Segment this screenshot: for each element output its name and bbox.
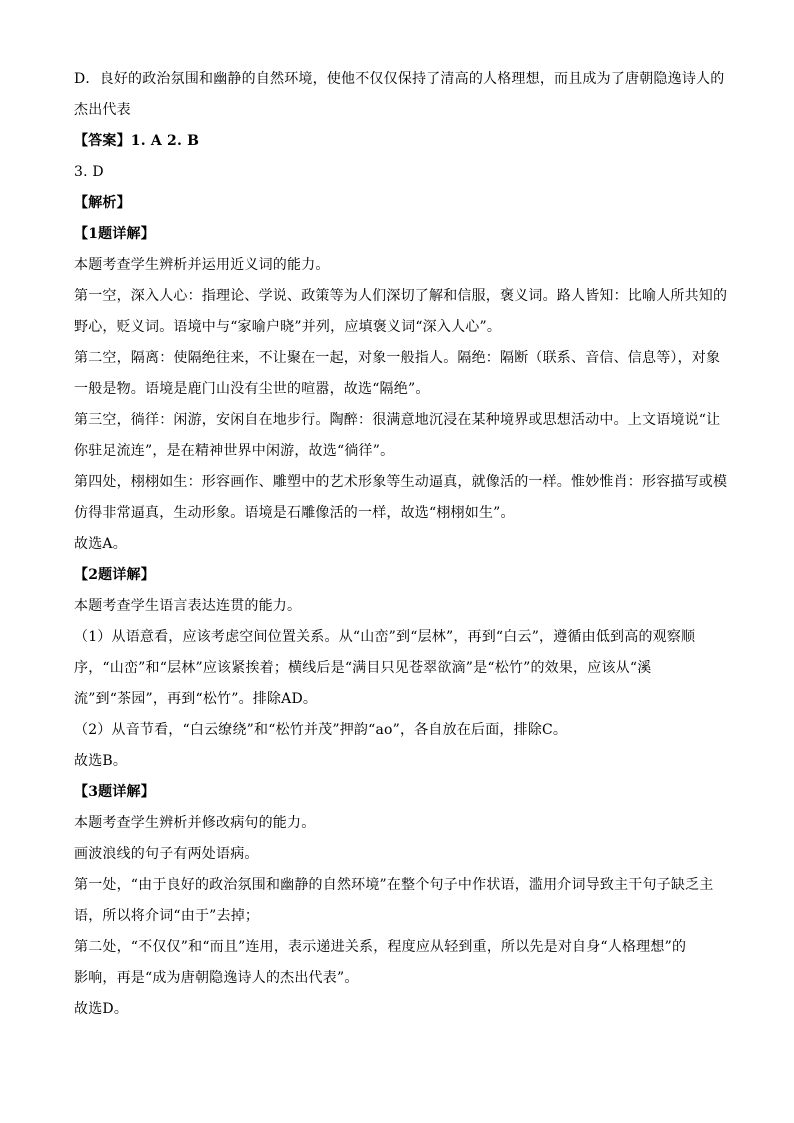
q2-paragraph: 本题考查学生语言表达连贯的能力。 [74,598,302,614]
q2-paragraph: （2）从音节看，“白云缭绕”和“松竹并茂”押韵“ao”，各自放在后面，排除C。 [74,722,568,738]
option-d-line-1: D．良好的政治氛围和幽静的自然环境，使他不仅仅保持了清高的人格理想，而且成为了唐朝隐逸诗人的 [74,71,725,87]
q2-paragraph: 序，“山峦”和“层林”应该紧挨着；横线后是“满目只见苍翠欲滴”是“松竹”的效果，应该从“溪 [74,660,652,676]
q2-paragraph: 流”到“茶园”，再到“松竹”。排除AD。 [74,691,318,707]
q1-paragraph: 野心，贬义词。语境中与“家喻户晓”并列，应填褒义词“深入人心”。 [74,319,502,335]
analysis-heading: 【解析】 [74,195,131,211]
q2-heading: 【2题详解】 [74,567,155,583]
q1-paragraph: 第三空，徜徉：闲游，安闲自在地步行。陶醉：很满意地沉浸在某种境界或思想活动中。上文语境说“让 [74,412,721,428]
q2-paragraph: （1）从语意看，应该考虑空间位置关系。从“山峦”到“层林”，再到“白云”，遵循由低到高的观察顺 [74,629,696,645]
q1-paragraph: 仿得非常逼真，生动形象。语境是石雕像活的一样，故选“栩栩如生”。 [74,505,515,521]
option-d-line-2: 杰出代表 [74,102,131,118]
q1-paragraph: 第四处，栩栩如生：形容画作、雕塑中的艺术形象等生动逼真，就像活的一样。惟妙惟肖：形容描写或模 [74,474,728,490]
q1-conclusion: 故选A。 [74,536,127,552]
q1-paragraph: 第一空，深入人心：指理论、学说、政策等为人们深切了解和信服，褒义词。路人皆知：比喻人所共知的 [74,288,728,304]
q3-paragraph: 本题考查学生辨析并修改病句的能力。 [74,815,316,831]
q3-paragraph: 第二处，“不仅仅”和“而且”连用，表示递进关系，程度应从轻到重，所以先是对自身“人格理想”的 [74,939,687,955]
q1-heading: 【1题详解】 [74,226,155,242]
q3-conclusion: 故选D。 [74,1001,129,1017]
q3-paragraph: 画波浪线的句子有两处语病。 [74,846,259,862]
q1-paragraph: 一般是物。语境是鹿门山没有尘世的喧嚣，故选“隔绝”。 [74,381,430,397]
q1-paragraph: 第二空，隔离：使隔绝往来，不让聚在一起，对象一般指人。隔绝：隔断（联系、音信、信息等），对象 [74,350,721,366]
q3-paragraph: 语，所以将介词“由于”去掉； [74,908,260,924]
answer-line: 【答案】1. A 2. B [74,133,200,149]
q2-conclusion: 故选B。 [74,753,128,769]
q3-heading: 【3题详解】 [74,784,155,800]
q3-paragraph: 第一处，“由于良好的政治氛围和幽静的自然环境”在整个句子中作状语，滥用介词导致主干句子缺乏主 [74,877,714,893]
q1-paragraph: 你驻足流连”，是在精神世界中闲游，故选“徜徉”。 [74,443,395,459]
q3-paragraph: 影响，再是“成为唐朝隐逸诗人的杰出代表”。 [74,970,359,986]
document-page [74,64,728,1025]
answer-line-2: 3. D [74,164,104,180]
q1-paragraph: 本题考查学生辨析并运用近义词的能力。 [74,257,330,273]
